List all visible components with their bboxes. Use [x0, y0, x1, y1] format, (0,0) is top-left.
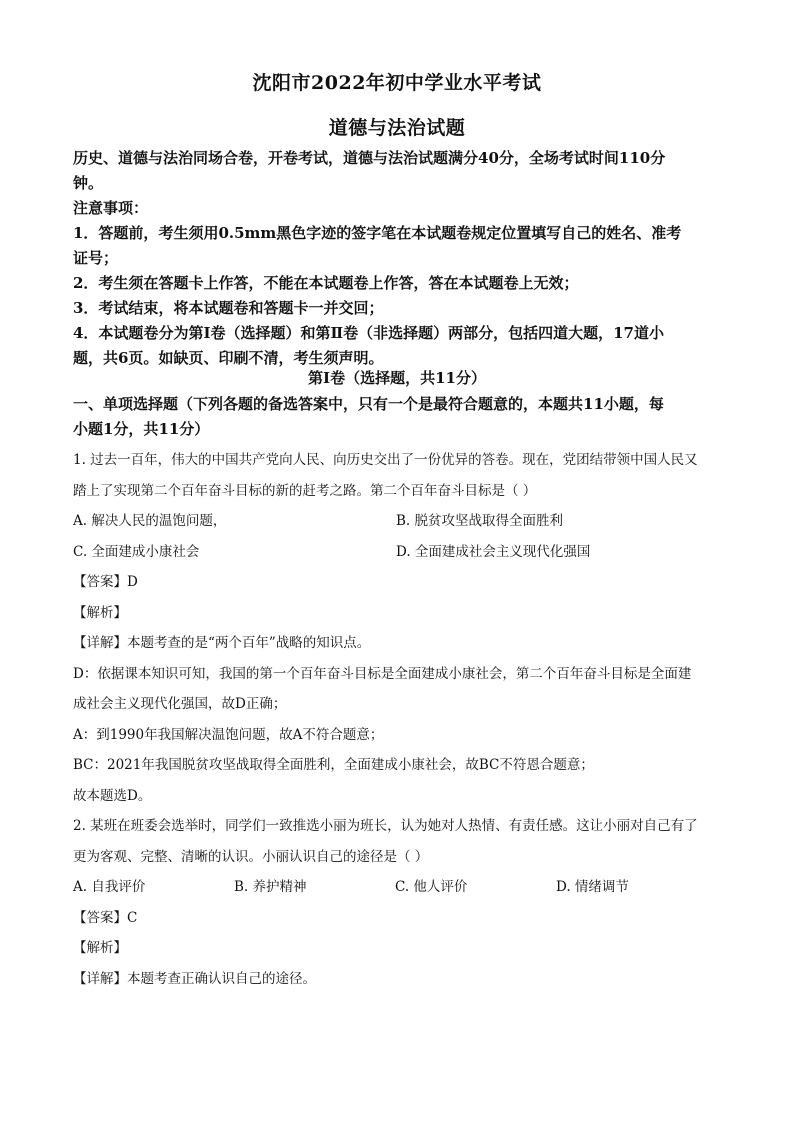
- notice-item-3: 3．考试结束，将本试题卷和答题卡一并交回；: [73, 299, 384, 317]
- notice-item-4: 4．本试题卷分为第Ⅰ卷（选择题）和第Ⅱ卷（非选择题）两部分，包括四道大题，17道小: [73, 324, 664, 342]
- option-a: A. 解决人民的温饱问题，: [73, 513, 227, 529]
- question-1-detail: 【详解】本题考查的是“两个百年”战略的知识点。: [73, 635, 371, 651]
- question-2-stem: 2. 某班在班委会选举时，同学们一致推选小丽为班长，认为她对人热情、有责任感。这让小丽对自己有了: [73, 818, 698, 834]
- questions-body: [73, 445, 733, 994]
- subject-title: 道德与法治试题: [328, 117, 466, 139]
- notice-item-1-cont: 证号；: [73, 249, 119, 267]
- intro-line: 历史、道德与法治同场合卷，开卷考试，道德与法治试题满分40分，全场考试时间110分: [73, 149, 666, 167]
- question-1-analysis: 【解析】: [73, 604, 127, 621]
- option-b: B. 脱贫攻坚战取得全面胜利: [396, 513, 564, 529]
- question-1-answer: 【答案】D: [73, 574, 138, 590]
- question-1-conclusion: 故本题选D。: [73, 787, 152, 804]
- notice-item-4-cont: 题，共6页。如缺页、印刷不清，考生须声明。: [73, 349, 384, 367]
- question-2-analysis: 【解析】: [73, 940, 127, 956]
- question-2-answer: 【答案】C: [73, 909, 138, 926]
- question-1-explanation: D：依据课本知识可知，我国的第一个百年奋斗目标是全面建成小康社会，第二个百年奋斗目标是全面建: [73, 665, 692, 682]
- option-b: B. 养护精神: [234, 879, 307, 895]
- option-d: D. 全面建成社会主义现代化强国: [396, 543, 591, 560]
- notice-item-2: 2．考生须在答题卡上作答，不能在本试题卷上作答，答在本试题卷上无效；: [73, 274, 579, 292]
- section-title: 第Ⅰ卷（选择题，共11分）: [308, 369, 486, 387]
- exam-title: 沈阳市2022年初中学业水平考试: [252, 72, 542, 94]
- notice-heading: 注意事项：: [73, 199, 149, 217]
- intro-line: 钟。: [73, 174, 104, 192]
- question-1-stem: 1. 过去一百年，伟大的中国共产党向人民、向历史交出了一份优异的答卷。现在，党团结带领中国人民又: [73, 452, 698, 468]
- question-1-stem-cont: 踏上了实现第二个百年奋斗目标的新的赶考之路。第二个百年奋斗目标是（ ）: [73, 482, 537, 499]
- option-c: C. 他人评价: [395, 879, 468, 895]
- question-1-explanation-cont: 成社会主义现代化强国，故D正确；: [73, 696, 287, 712]
- question-1-options-row-2: [73, 537, 733, 568]
- option-c: C. 全面建成小康社会: [73, 543, 200, 560]
- notice-item-1: 1．答题前，考生须用0.5mm黑色字迹的签字笔在本试题卷规定位置填写自己的姓名、准考: [73, 224, 682, 242]
- option-a: A. 自我评价: [73, 879, 146, 895]
- question-2-options: [73, 872, 733, 903]
- question-1-explanation: BC：2021年我国脱贫攻坚战取得全面胜利，全面建成小康社会，故BC不符恩合题意；: [73, 757, 594, 773]
- question-1-options-row-1: [73, 506, 733, 537]
- question-1-explanation: A：到1990年我国解决温饱问题，故A不符合题意；: [73, 726, 384, 743]
- option-d: D. 情绪调节: [556, 879, 629, 895]
- section-description: 一、单项选择题（下列各题的备选答案中，只有一个是最符合题意的，本题共11小题，每 小题1分，共11分）: [73, 395, 664, 438]
- question-2-detail: 【详解】本题考查正确认识自己的途径。: [73, 970, 316, 987]
- question-2-stem-cont: 更为客观、完整、清晰的认识。小丽认识自己的途径是（ ）: [73, 848, 429, 865]
- exam-instructions: [73, 146, 733, 371]
